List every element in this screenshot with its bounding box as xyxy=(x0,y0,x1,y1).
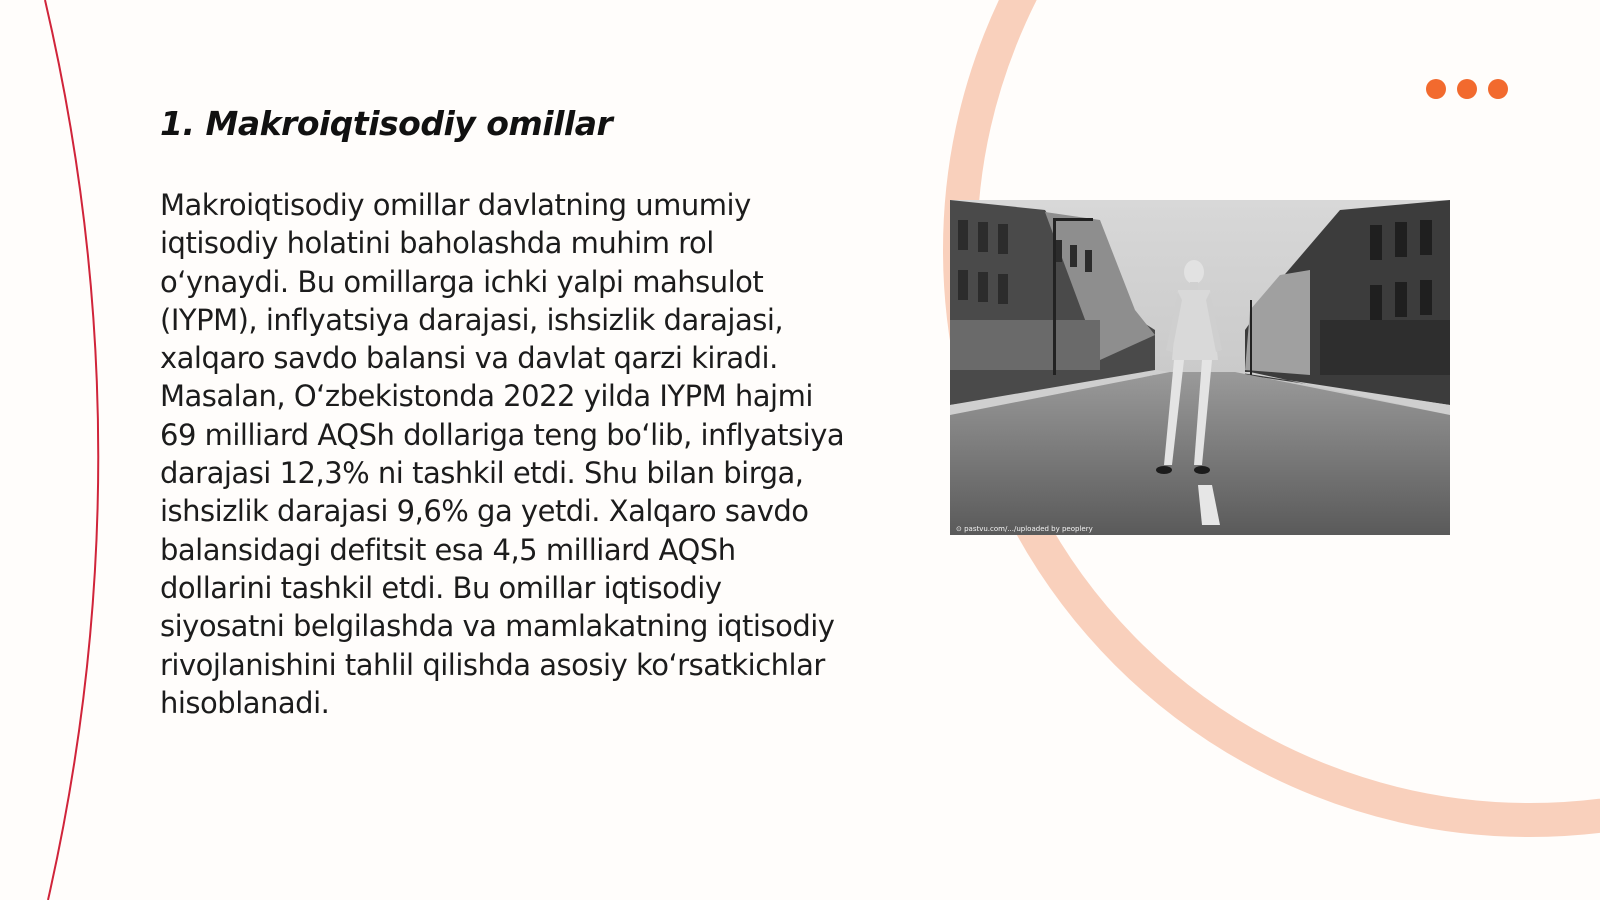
street-photo-illustration xyxy=(950,200,1450,535)
left-red-curve xyxy=(45,0,98,900)
street-photo xyxy=(950,200,1450,535)
dot-icon xyxy=(1426,79,1446,99)
dot-icon xyxy=(1457,79,1477,99)
slide-body-text: Makroiqtisodiy omillar davlatning umumiy iqtisodiy holatini baholashda muhim rol oʻynaydi. Bu omillarga ichki yalpi mahsulot (IYPM), inflyatsiya darajasi, ishsizlik darajasi, xalqaro savdo balansi va davlat qarzi kiradi. Masalan, Oʻzbekistonda 2022 yilda IYPM hajmi 69 milliard AQSh dollariga teng boʻlib, inflyatsiya darajasi 12,3% ni tashkil etdi. Shu bilan birga, ishsizlik darajasi 9,6% ga yetdi. Xalqaro savdo balansidagi defitsit esa 4,5 milliard AQSh dollarini tashkil etdi. Bu omillar iqtisodiy siyosatni belgilashda va mamlakatning iqtisodiy rivojlanishini tahlil qilishda asosiy koʻrsatkichlar hisoblanadi. xyxy=(160,188,845,720)
dot-icon xyxy=(1488,79,1508,99)
more-options-icon xyxy=(1426,79,1508,99)
slide-title: 1. Makroiqtisodiy omillar xyxy=(160,104,613,143)
image-credit: ⊙ pastvu.com/.../uploaded by peoplery xyxy=(956,525,1093,533)
